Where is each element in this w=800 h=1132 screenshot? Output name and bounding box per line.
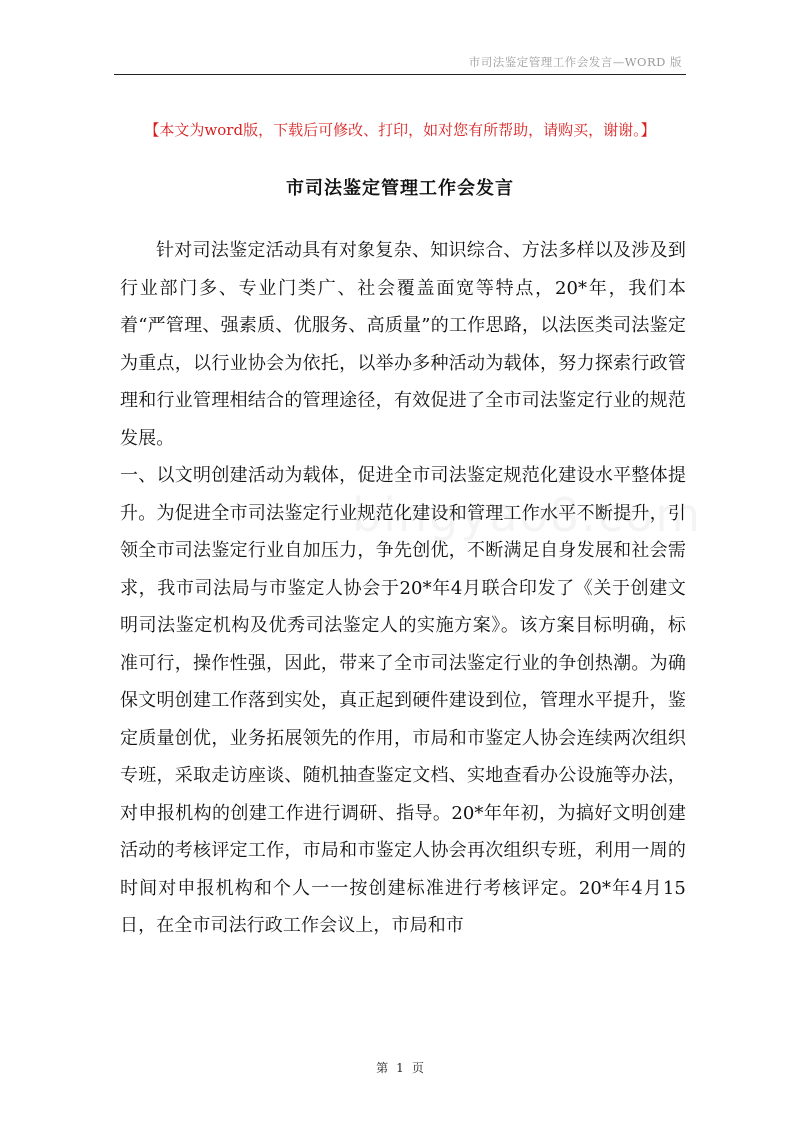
page-suffix: 页 xyxy=(411,1061,424,1075)
document-title: 市司法鉴定管理工作会发言 xyxy=(286,178,514,199)
paragraph-section-1: 一、以文明创建活动为载体，促进全市司法鉴定规范化建设水平整体提升。为促进全市司法鉴定行业规范化建设和管理工作水平不断提升，引领全市司法鉴定行业自加压力，争先创优，不断满足自身发展和社会需求，我市司法局与市鉴定人协会于20*年4月联合印发了《关于创建文明司法鉴定机构及优秀司法鉴定人的实施方案》。该方案目标明确，标准可行，操作性强，因此，带来了全市司法鉴定行业的争创热潮。为确保文明创建工作落到实处，真正起到硬件建设到位，管理水平提升，鉴定质量创优，业务拓展领先的作用，市局和市鉴定人协会连续两次组织专班，采取走访座谈、随机抽查鉴定文档、实地查看办公设施等办法，对申报机构的创建工作进行调研、指导。20*年年初，为搞好文明创建活动的考核评定工作，市局和市鉴定人协会再次组织专班，利用一周的时间对申报机构和个人一一按创建标准进行考核评定。20*年4月15日，在全市司法行政工作会议上，市局和市 xyxy=(120,465,686,936)
running-header: 市司法鉴定管理工作会发言—WORD 版 xyxy=(468,55,682,69)
paragraph-intro: 针对司法鉴定活动具有对象复杂、知识综合、方法多样以及涉及到行业部门多、专业门类广、社会覆盖面宽等特点，20*年，我们本着“严管理、强素质、优服务、高质量”的工作思路，以法医类司法鉴定为重点，以行业协会为依托，以举办多种活动为载体，努力探索行政管理和行业管理相结合的管理途径，有效促进了全市司法鉴定行业的规范发展。 xyxy=(120,240,686,449)
page-number: 1 xyxy=(396,1061,404,1075)
page-footer xyxy=(0,1059,800,1076)
page-prefix: 第 xyxy=(376,1061,389,1075)
document-body xyxy=(120,232,686,945)
purchase-notice: 【本文为word版，下载后可修改、打印，如对您有所帮助，请购买，谢谢。】 xyxy=(144,121,656,139)
header-divider xyxy=(114,74,686,75)
